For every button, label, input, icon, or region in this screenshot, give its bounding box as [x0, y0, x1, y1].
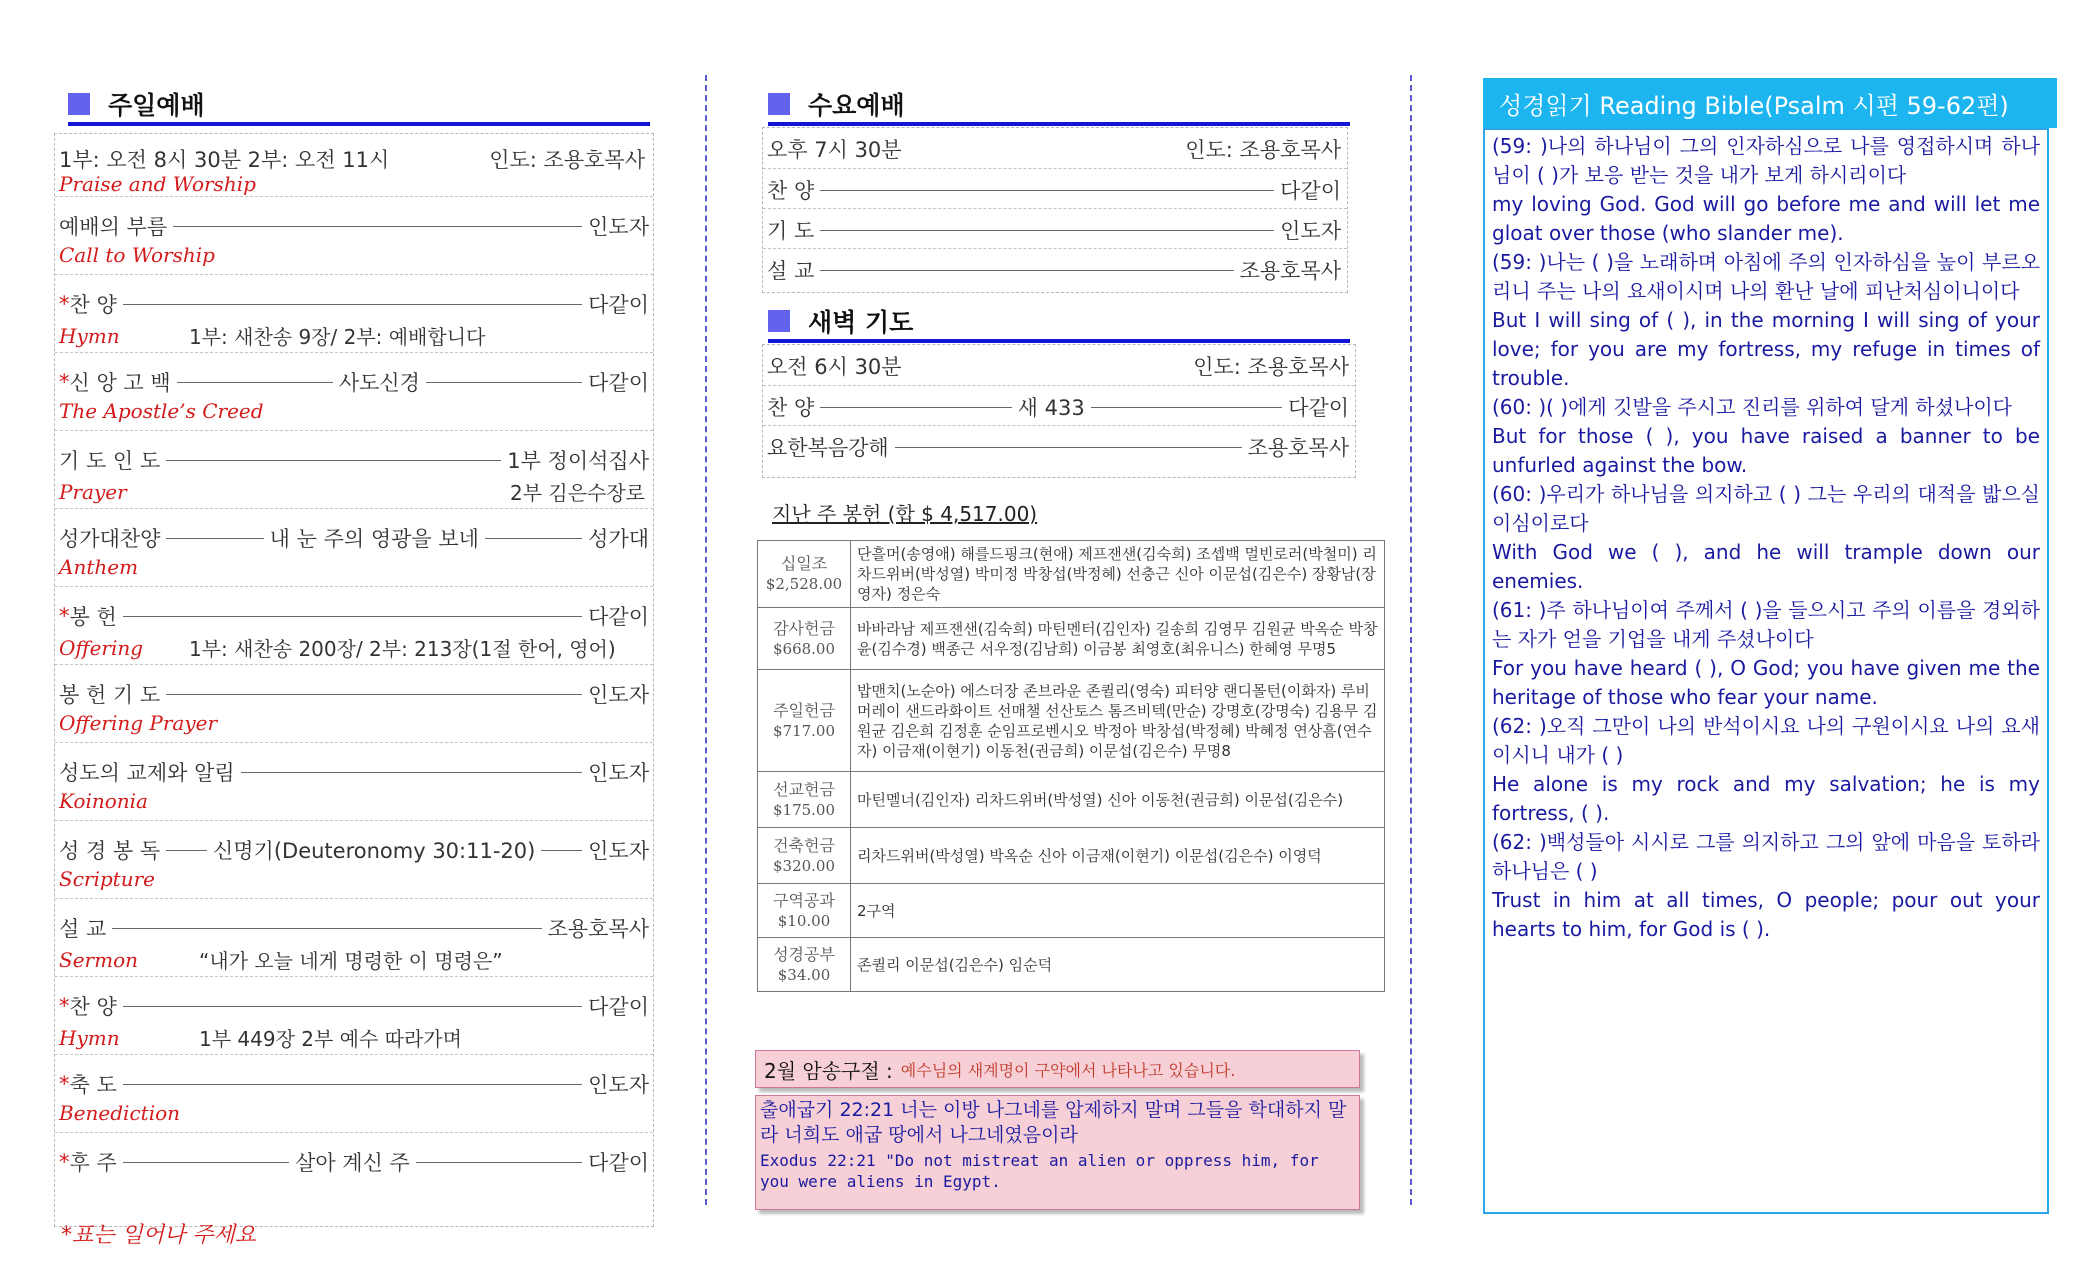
leader-line — [820, 230, 1274, 231]
leader-line — [166, 850, 207, 851]
english-line — [59, 789, 189, 813]
program-line — [59, 835, 649, 865]
stand-marker: * — [59, 370, 70, 394]
time-line — [767, 134, 1341, 164]
english-line — [59, 243, 215, 267]
stand-marker: * — [59, 1150, 70, 1174]
leader-line — [177, 382, 333, 383]
english-label: Praise and Worship — [59, 172, 256, 196]
offering-category — [758, 828, 851, 884]
leader-line — [426, 382, 582, 383]
program-line — [767, 255, 1341, 285]
offering-donors: 존퀼리 이문섭(김은수) 임순덕 — [851, 938, 1385, 992]
offering-amount: $2,528.00 — [765, 575, 843, 593]
item-leader: 인도자 — [588, 683, 649, 707]
offering-row — [758, 884, 1385, 938]
item-detail: 사도신경 — [338, 371, 420, 395]
offering-name: 감사헌금 — [773, 618, 835, 638]
item-leader: 다같이 — [588, 293, 649, 317]
offering-category — [758, 541, 851, 608]
service-time: 1부: 오전 8시 30분 2부: 오전 11시 — [59, 148, 390, 172]
offering-amount: $717.00 — [772, 721, 836, 740]
english-label: Offering — [59, 635, 144, 660]
program-row — [55, 352, 653, 431]
service-time: 오전 6시 30분 — [767, 355, 902, 379]
item-detail: 신명기(Deuteronomy 30:11-20) — [212, 839, 536, 863]
program-line — [767, 392, 1349, 422]
offering-title-text: 지난 주 봉헌 (합 $ 4,517.00) — [772, 502, 1038, 526]
program-row — [55, 1054, 653, 1133]
english-label: Sermon — [59, 947, 138, 972]
item-name: 축 도 — [69, 1073, 117, 1097]
english-detail: 1부: 새찬송 9장/ 2부: 예배합니다 — [189, 325, 486, 349]
program-line — [59, 1147, 649, 1177]
item-name: 요한복음강해 — [767, 436, 889, 460]
offering-name: 구역공과 — [773, 890, 835, 910]
offering-name: 성경공부 — [773, 944, 835, 964]
leader-line — [123, 616, 582, 617]
offering-name: 주일헌금 — [773, 700, 835, 720]
program-row — [55, 134, 653, 196]
item-leader: 조용호목사 — [1247, 436, 1349, 460]
english-line — [59, 477, 645, 506]
offering-row — [758, 938, 1385, 992]
english-label: Koinonia — [59, 789, 148, 813]
program-row — [55, 430, 653, 509]
reading-paragraph: With God we ( ), and he will trample down our enemies. — [1492, 540, 2040, 593]
program-line — [59, 289, 649, 319]
service-time: 오후 7시 30분 — [767, 138, 902, 162]
item-detail: 살아 계신 주 — [295, 1151, 410, 1175]
reading-paragraph: (62: )백성들아 시시로 그를 의지하고 그의 앞에 마음을 토하라 하나님은 ( ) — [1492, 830, 2040, 883]
item-leader: 인도자 — [588, 761, 649, 785]
offering-donors: 리차드위버(박성열) 박옥순 신아 이금재(이현기) 이문섭(김은수) 이영덕 — [851, 828, 1385, 884]
service-leader: 인도: 조용호목사 — [489, 148, 645, 172]
item-leader: 성가대 — [588, 527, 650, 551]
leader-line — [1091, 407, 1282, 408]
offering-category — [758, 938, 851, 992]
item-name: 설 교 — [59, 917, 107, 941]
memory-verse-body — [755, 1095, 1360, 1210]
reading-paragraph: (60: )( )에게 깃발을 주시고 진리를 위하여 달게 하셨나이다 — [1492, 395, 2012, 419]
item-leader: 다같이 — [588, 995, 649, 1019]
program-line — [59, 679, 649, 709]
offering-table — [757, 540, 1385, 992]
item-leader: 1부 정이석집사 — [507, 449, 649, 473]
offering-amount: $175.00 — [772, 800, 836, 819]
english-label: Benediction — [59, 1101, 181, 1125]
time-line — [767, 351, 1349, 381]
wednesday-title: 수요예배 — [808, 91, 905, 120]
column-divider-right — [1410, 75, 1412, 1205]
leader-line — [820, 190, 1274, 191]
memory-verse-subtitle: 예수님의 새계명이 구약에서 나타나고 있습니다. — [900, 1060, 1236, 1080]
reading-paragraph: (59: )나의 하나님이 그의 인자하심으로 나를 영접하시며 하나님이 ( )가 보응 받는 것을 내가 보게 하시리이다 — [1492, 134, 2040, 187]
english-label: Anthem — [59, 555, 139, 579]
offering-donors: 2구역 — [851, 884, 1385, 938]
item-leader: 인도자 — [588, 839, 650, 863]
program-row — [763, 128, 1347, 168]
dawn-program-box — [762, 344, 1356, 478]
offering-name: 건축헌금 — [773, 835, 835, 855]
leader-line — [541, 850, 582, 851]
reading-paragraph: But I will sing of ( ), in the morning I will sing of your love; for you are my fortress, my refuge in times of trouble. — [1492, 308, 2040, 390]
item-leader: 인도자 — [1280, 219, 1341, 243]
heading-square-icon — [768, 310, 790, 332]
program-line — [767, 215, 1341, 245]
english-line — [59, 321, 485, 350]
english-label: Hymn — [59, 1025, 120, 1050]
leader-line — [166, 538, 263, 539]
program-row — [55, 1132, 653, 1211]
english-detail: “내가 오늘 네게 명령한 이 명령은” — [199, 949, 503, 973]
leader-line — [820, 270, 1233, 271]
sunday-title: 주일예배 — [108, 91, 205, 120]
program-row — [55, 976, 653, 1055]
reading-paragraph: But for those ( ), you have raised a banner to be unfurled against the bow. — [1492, 424, 2040, 477]
offering-category — [758, 670, 851, 772]
stand-marker: * — [59, 604, 70, 628]
dawn-title: 새벽 기도 — [808, 308, 914, 337]
item-name: 신 앙 고 백 — [69, 371, 171, 395]
program-line — [59, 1069, 649, 1099]
reading-header — [1483, 78, 2057, 128]
memory-verse-english: Exodus 22:21 "Do not mistreat an alien or oppress him, for you were aliens in Egypt. — [760, 1151, 1319, 1191]
leader-line — [166, 460, 501, 461]
item-leader: 다같이 — [588, 371, 649, 395]
reading-paragraph: my loving God. God will go before me and will let me gloat over those (who slander me). — [1492, 192, 2040, 245]
leader-line — [123, 304, 582, 305]
leader-line — [123, 1162, 289, 1163]
english-label: The Apostle’s Creed — [59, 399, 264, 423]
offering-title — [772, 498, 1037, 527]
item-name: 찬 양 — [69, 995, 117, 1019]
program-line — [767, 432, 1349, 462]
reading-paragraph: Trust in him at all times, O people; pour out your hearts to him, for God is ( ). — [1492, 888, 2040, 941]
item-leader: 인도자 — [588, 215, 649, 239]
program-row — [55, 196, 653, 275]
english-line — [59, 867, 189, 891]
reading-text — [1492, 132, 2040, 944]
item-leader: 조용호목사 — [1239, 259, 1341, 283]
reading-paragraph: (60: )우리가 하나님을 의지하고 ( ) 그는 우리의 대적을 밟으실 이심이로다 — [1492, 482, 2040, 535]
memory-verse-korean: 출애굽기 22:21 너는 이방 나그네를 압제하지 말며 그들을 학대하지 말라 너희도 애굽 땅에서 나그네였음이라 — [760, 1099, 1347, 1146]
english-line — [59, 555, 189, 579]
service-leader: 인도: 조용호목사 — [1193, 355, 1349, 379]
program-line — [59, 913, 649, 943]
stand-marker: * — [59, 994, 70, 1018]
offering-name: 선교헌금 — [773, 779, 835, 799]
item-name: 설 교 — [767, 259, 815, 283]
program-row — [55, 508, 653, 587]
leader-line — [173, 226, 582, 227]
english-detail: 1부 449장 2부 예수 따라가며 — [199, 1027, 462, 1051]
offering-amount: $34.00 — [777, 965, 831, 984]
item-name: 예배의 부름 — [59, 215, 168, 239]
heading-square-icon — [768, 93, 790, 115]
english-detail: 1부: 새찬송 200장/ 2부: 213장(1절 한어, 영어) — [189, 637, 616, 661]
offering-row — [758, 828, 1385, 884]
leader-line — [820, 407, 1011, 408]
leader-line — [895, 447, 1242, 448]
program-line — [59, 991, 649, 1021]
leader-line — [123, 1006, 582, 1007]
item-name: 기 도 인 도 — [59, 449, 161, 473]
leader-line — [241, 772, 583, 773]
item-leader: 다같이 — [1280, 179, 1341, 203]
item-name: 찬 양 — [767, 179, 815, 203]
item-name: 기 도 — [767, 219, 815, 243]
program-row — [763, 208, 1347, 249]
offering-amount: $668.00 — [772, 639, 836, 658]
offering-row — [758, 608, 1385, 670]
leader-line — [166, 694, 582, 695]
reading-paragraph: (59: )나는 ( )을 노래하며 아침에 주의 인자하심을 높이 부르오리니 주는 나의 요새이시며 나의 환난 날에 피난처심이니이다 — [1492, 250, 2040, 303]
wednesday-heading — [768, 86, 1350, 126]
program-row — [763, 168, 1347, 209]
program-line — [59, 367, 649, 397]
program-row — [763, 425, 1355, 466]
english-line — [59, 1101, 189, 1125]
english-line — [59, 1023, 462, 1052]
program-line — [59, 601, 649, 631]
item-name: 성 경 봉 독 — [59, 839, 161, 863]
memory-verse-title — [755, 1050, 1360, 1088]
item-name: 봉 헌 기 도 — [59, 683, 161, 707]
program-row — [55, 820, 653, 899]
english-label: Hymn — [59, 323, 120, 348]
memory-verse-label: 2월 암송구절 : — [764, 1058, 893, 1083]
english-line — [59, 711, 218, 735]
program-row — [55, 586, 653, 665]
offering-donors: 바바라남 제프잰샌(김숙희) 마틴멘터(김인자) 길송희 김영무 김원균 박옥순 박창윤(김수경) 백종근 서우정(김남희) 이금봉 최영호(최유니스) 한혜영 무명5 — [851, 608, 1385, 670]
program-line — [59, 445, 649, 475]
offering-donors: 마틴멜너(김인자) 리차드위버(박성열) 신아 이동천(권금희) 이문섭(김은수) — [851, 772, 1385, 828]
leader-line — [112, 928, 541, 929]
sunday-heading — [68, 86, 650, 126]
offering-name: 십일조 — [780, 554, 828, 573]
item-name: 성도의 교제와 알림 — [59, 761, 235, 785]
service-leader: 인도: 조용호목사 — [1185, 138, 1341, 162]
stand-note: *표는 일어나 주세요 — [61, 1223, 257, 1248]
offering-category — [758, 772, 851, 828]
item-name: 봉 헌 — [69, 605, 117, 629]
item-detail: 내 눈 주의 영광을 보네 — [269, 527, 479, 551]
program-line — [59, 523, 649, 553]
english-line — [59, 399, 264, 423]
offering-row — [758, 670, 1385, 772]
heading-square-icon — [68, 93, 90, 115]
item-name: 성가대찬양 — [59, 527, 161, 551]
item-name: 찬 양 — [69, 293, 117, 317]
program-line — [767, 175, 1341, 205]
item-leader: 조용호목사 — [547, 917, 649, 941]
stand-marker: * — [59, 1072, 70, 1096]
item-detail: 새 433 — [1017, 396, 1085, 420]
reading-header-text: 성경읽기 Reading Bible(Psalm 시편 59-62편) — [1499, 91, 2009, 120]
program-line — [59, 211, 649, 241]
offering-donors: 밥맨치(노순아) 에스더장 존브라운 존퀼리(영숙) 피터양 랜디몰턴(이화자) 루비머레이 샌드라화이트 선매챌 선산토스 톰즈비텍(만순) 강명호(강명숙) 김용무 김원균 김은희 김정훈 순임프로벤시오 박정아 박창섭(박정혜) 박혜정 연상흠(연수자) 이금재(이현기) 이동천(권금희) 이문섭(김은수) 무명8 — [851, 670, 1385, 772]
english-label: Call to Worship — [59, 243, 215, 267]
wednesday-program-box — [762, 127, 1348, 293]
item-leader: 인도자 — [588, 1073, 649, 1097]
item-leader: 다같이 — [1288, 396, 1349, 420]
offering-category — [758, 608, 851, 670]
english-detail: 2부 김은수장로 — [509, 481, 645, 505]
item-leader: 다같이 — [588, 605, 649, 629]
program-row — [763, 385, 1355, 426]
sunday-program-box — [54, 133, 654, 1248]
english-label: Scripture — [59, 867, 155, 891]
reading-paragraph: (62: )오직 그만이 나의 반석이시요 나의 구원이시요 나의 요새이시니 내가 ( ) — [1492, 714, 2040, 767]
item-leader: 다같이 — [588, 1151, 650, 1175]
reading-paragraph: He alone is my rock and my salvation; he is my fortress, ( ). — [1492, 772, 2040, 825]
reading-paragraph: (61: )주 하나님이여 주께서 ( )을 들으시고 주의 이름을 경외하는 자가 얻을 기업을 내게 주셨나이다 — [1492, 598, 2040, 651]
offering-row — [758, 541, 1385, 608]
program-row — [763, 345, 1355, 385]
offering-category — [758, 884, 851, 938]
offering-donors: 단흘머(송영애) 해를드핑크(현애) 제프잰샌(김숙희) 조셉백 멀빈로러(박철미) 리차드위버(박성열) 박미정 박창섭(박정혜) 선충근 신아 이문섭(김은수) 장황남(장영자) 정은숙 — [851, 541, 1385, 608]
leader-line — [416, 1162, 582, 1163]
english-label: Prayer — [59, 479, 127, 504]
dawn-heading — [768, 303, 1350, 343]
program-row — [55, 664, 653, 743]
english-line — [59, 945, 503, 974]
english-line — [59, 633, 616, 662]
program-row — [763, 248, 1347, 289]
column-divider-left — [705, 75, 707, 1205]
leader-line — [485, 538, 582, 539]
time-line — [59, 144, 645, 174]
reading-paragraph: For you have heard ( ), O God; you have given me the heritage of those who fear your name. — [1492, 656, 2040, 709]
item-name: 찬 양 — [767, 396, 815, 420]
stand-marker: * — [59, 292, 70, 316]
offering-row — [758, 772, 1385, 828]
offering-amount: $10.00 — [777, 911, 831, 930]
program-row — [55, 274, 653, 353]
program-row — [55, 742, 653, 821]
item-name: 후 주 — [69, 1151, 117, 1175]
program-row — [55, 898, 653, 977]
english-label: Offering Prayer — [59, 711, 218, 735]
leader-line — [123, 1084, 582, 1085]
program-line — [59, 757, 649, 787]
offering-amount: $320.00 — [772, 856, 836, 875]
